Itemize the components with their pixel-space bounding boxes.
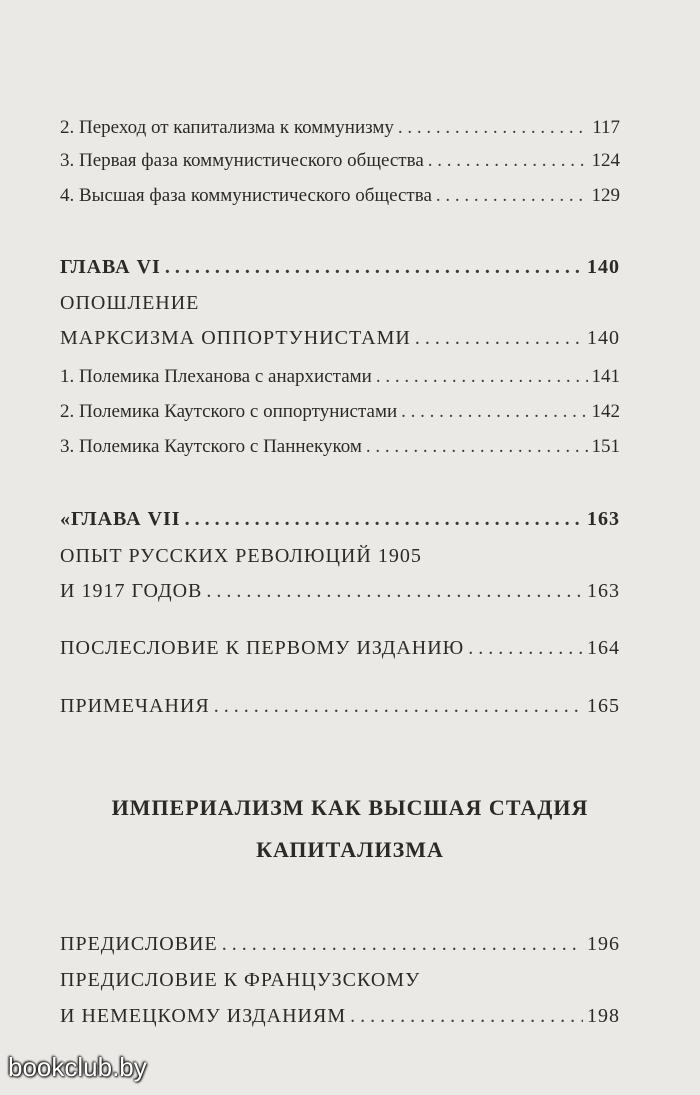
dot-leader bbox=[185, 508, 583, 531]
toc-entry bbox=[60, 185, 620, 207]
toc-entry bbox=[60, 117, 620, 139]
chapter-entry bbox=[60, 508, 620, 531]
dot-leader bbox=[206, 580, 583, 603]
afterword-page: 164 bbox=[587, 637, 620, 659]
chapter-title-entry bbox=[60, 580, 620, 603]
dot-leader bbox=[428, 150, 588, 172]
chapter-title-line: ОПЫТ РУССКИХ РЕВОЛЮЦИЙ 1905 bbox=[60, 545, 422, 567]
dot-leader bbox=[376, 366, 588, 388]
preface-entry bbox=[60, 933, 620, 956]
afterword-title: ПОСЛЕСЛОВИЕ К ПЕРВОМУ ИЗДАНИЮ bbox=[60, 637, 465, 659]
chapter-title-page: 140 bbox=[587, 327, 620, 349]
toc-entry bbox=[60, 366, 620, 388]
notes-page: 165 bbox=[587, 695, 620, 717]
toc-entry-title: 3. Первая фаза коммунистического общества bbox=[60, 150, 424, 171]
section-heading-line-2: КАПИТАЛИЗМА bbox=[256, 837, 444, 862]
toc-entry bbox=[60, 436, 620, 458]
chapter-label: «ГЛАВА VII bbox=[60, 508, 181, 530]
notes-entry bbox=[60, 695, 620, 718]
toc-entry-page: 151 bbox=[591, 436, 620, 457]
preface-fr-entry bbox=[60, 1005, 620, 1028]
dot-leader bbox=[214, 695, 583, 718]
preface-title: ПРЕДИСЛОВИЕ bbox=[60, 933, 218, 955]
preface-fr-title: И НЕМЕЦКОМУ ИЗДАНИЯМ bbox=[60, 1005, 347, 1027]
toc-entry-title: 1. Полемика Плеханова с анархистами bbox=[60, 366, 372, 387]
chapter-page: 163 bbox=[587, 508, 620, 530]
toc-entry-page: 129 bbox=[591, 185, 620, 206]
toc-entry-page: 142 bbox=[591, 401, 620, 422]
dot-leader bbox=[398, 117, 588, 139]
watermark-logo: bookclub.by bbox=[8, 1052, 147, 1082]
chapter-page: 140 bbox=[587, 256, 620, 278]
dot-leader bbox=[165, 256, 583, 279]
dot-leader bbox=[401, 401, 587, 423]
notes-title: ПРИМЕЧАНИЯ bbox=[60, 695, 210, 717]
dot-leader bbox=[366, 436, 588, 458]
chapter-label: ГЛАВА VI bbox=[60, 256, 161, 278]
preface-fr-page: 198 bbox=[587, 1005, 620, 1027]
dot-leader bbox=[468, 637, 583, 660]
toc-entry-page: 141 bbox=[591, 366, 620, 387]
dot-leader bbox=[436, 185, 588, 207]
section-heading-line-1: ИМПЕРИАЛИЗМ КАК ВЫСШАЯ СТАДИЯ bbox=[111, 795, 589, 820]
chapter-title-entry bbox=[60, 327, 620, 350]
toc-entry-title: 3. Полемика Каутского с Паннекуком bbox=[60, 436, 362, 457]
toc-entry-page: 117 bbox=[592, 117, 620, 138]
afterword-entry bbox=[60, 637, 620, 660]
chapter-entry bbox=[60, 256, 620, 279]
chapter-title-page: 163 bbox=[587, 580, 620, 602]
chapter-title-line: ОПОШЛЕНИЕ bbox=[60, 292, 200, 314]
chapter-title: И 1917 ГОДОВ bbox=[60, 580, 203, 602]
toc-entry bbox=[60, 150, 620, 172]
toc-entry-page: 124 bbox=[591, 150, 620, 171]
preface-fr-line: ПРЕДИСЛОВИЕ К ФРАНЦУЗСКОМУ bbox=[60, 969, 421, 991]
toc-entry-title: 2. Переход от капитализма к коммунизму bbox=[60, 117, 394, 138]
preface-page: 196 bbox=[587, 933, 620, 955]
toc-entry bbox=[60, 401, 620, 423]
toc-entry-title: 4. Высшая фаза коммунистического общества bbox=[60, 185, 432, 206]
dot-leader bbox=[415, 327, 583, 350]
toc-entry-title: 2. Полемика Каутского с оппортунистами bbox=[60, 401, 398, 422]
dot-leader bbox=[222, 933, 583, 956]
chapter-title: МАРКСИЗМА ОППОРТУНИСТАМИ bbox=[60, 327, 411, 349]
dot-leader bbox=[350, 1005, 583, 1028]
